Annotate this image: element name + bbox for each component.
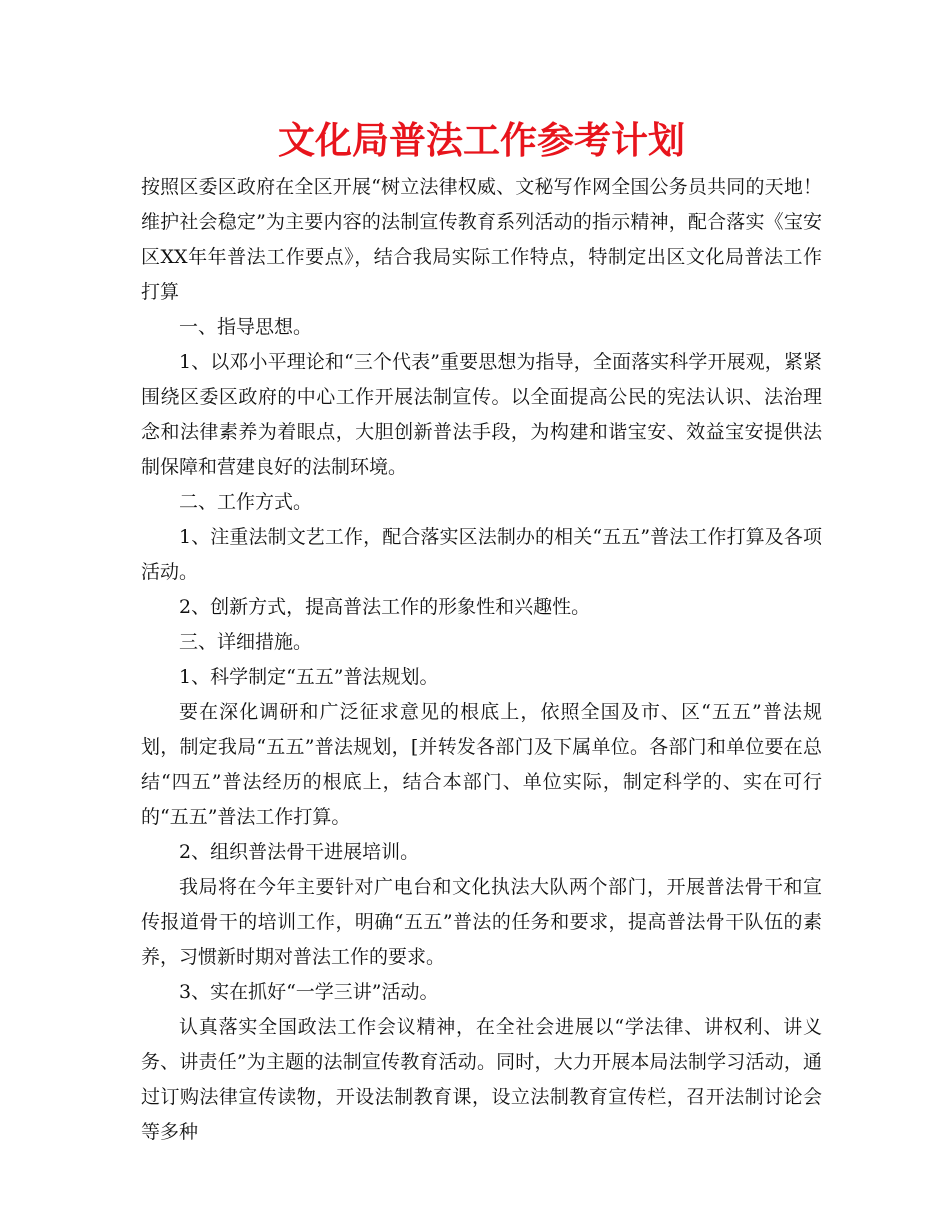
section-heading-work-methods: 二、工作方式。 bbox=[179, 491, 313, 513]
subheading: 1、科学制定“五五”普法规划。 bbox=[179, 666, 439, 688]
paragraph: 我局将在今年主要针对广电台和文化执法大队两个部门，开展普法骨干和宣传报道骨干的培训工作，明确“五五”普法的任务和要求，提高普法骨干队伍的素养，习惯新时期对普法工作的要求。 bbox=[141, 876, 822, 968]
paragraph: 2、创新方式，提高普法工作的形象性和兴趣性。 bbox=[179, 596, 591, 618]
paragraph-intro: 按照区委区政府在全区开展“树立法律权威、文秘写作网全国公务员共同的天地！维护社会稳定”为主要内容的法制宣传教育系列活动的指示精神，配合落实《宝安区XX年年普法工作要点》，结合我局实际工作特点，特制定出区文化局普法工作打算 bbox=[141, 176, 822, 303]
section-heading-measures: 三、详细措施。 bbox=[179, 631, 313, 653]
paragraph: 1、以邓小平理论和“三个代表”重要思想为指导，全面落实科学开展观，紧紧围绕区委区政府的中心工作开展法制宣传。以全面提高公民的宪法认识、法治理念和法律素养为着眼点，大胆创新普法手段，为构建和谐宝安、效益宝安提供法制保障和营建良好的法制环境。 bbox=[141, 351, 822, 478]
paragraph: 1、注重法制文艺工作，配合落实区法制办的相关“五五”普法工作打算及各项活动。 bbox=[141, 526, 822, 583]
paragraph: 认真落实全国政法工作会议精神，在全社会进展以“学法律、讲权利、讲义务、讲责任”为主题的法制宣传教育活动。同时，大力开展本局法制学习活动，通过订购法律宣传读物，开设法制教育课，设立法制教育宣传栏，召开法制讨论会等多种 bbox=[141, 1016, 822, 1143]
subheading: 3、实在抓好“一学三讲”活动。 bbox=[179, 981, 439, 1003]
paragraph: 要在深化调研和广泛征求意见的根底上，依照全国及市、区“五五”普法规划，制定我局“五五”普法规划，[并转发各部门及下属单位。各部门和单位要在总结“四五”普法经历的根底上，结合本部门、单位实际，制定科学的、实在可行的“五五”普法工作打算。 bbox=[141, 701, 822, 828]
subheading: 2、组织普法骨干进展培训。 bbox=[179, 841, 420, 863]
section-heading-guiding-ideology: 一、指导思想。 bbox=[179, 316, 313, 338]
document-body bbox=[141, 170, 822, 1150]
document-title: 文化局普法工作参考计划 bbox=[278, 119, 685, 162]
